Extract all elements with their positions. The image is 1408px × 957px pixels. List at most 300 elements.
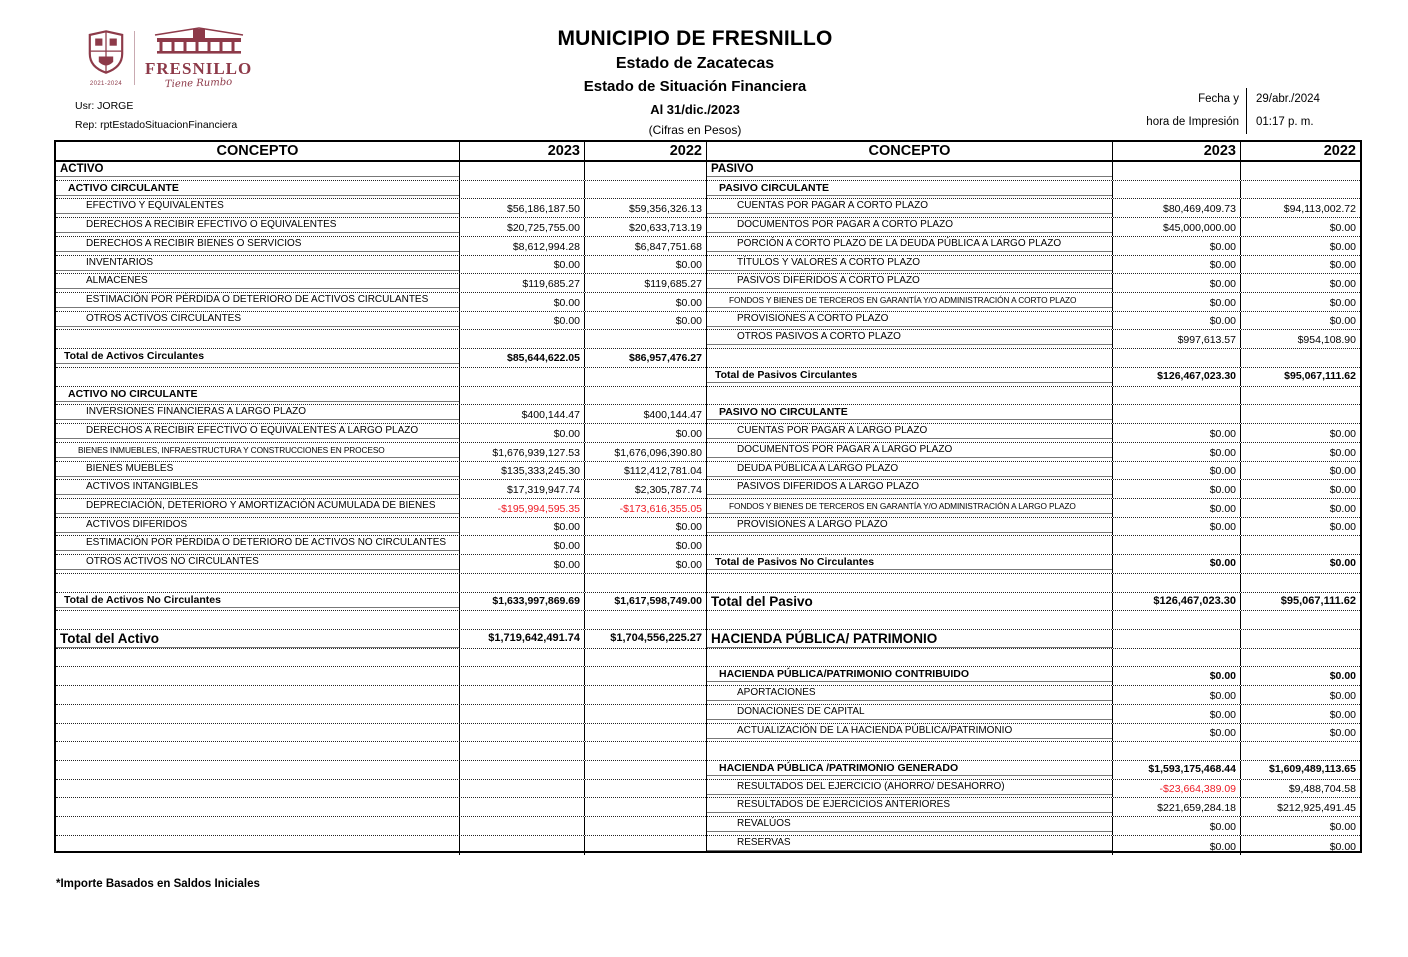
concept-cell — [56, 724, 459, 742]
value-2022-cell — [584, 162, 706, 180]
value-2023-cell — [459, 705, 584, 723]
value-2023-cell: $119,685.27 — [459, 274, 584, 292]
value-2022-cell: $954,108.90 — [1240, 330, 1360, 348]
table-row — [56, 162, 706, 181]
year-2023-column-header: 2023 — [459, 142, 584, 160]
value-2023-cell: $0.00 — [1112, 836, 1240, 855]
table-row — [56, 611, 706, 630]
table-row — [56, 742, 706, 761]
table-row — [56, 405, 706, 424]
table-row — [707, 293, 1360, 312]
value-2023-cell: $0.00 — [459, 256, 584, 274]
value-2022-cell: $0.00 — [584, 312, 706, 330]
concept-cell — [707, 611, 1112, 629]
concept-cell: REVALÚOS — [707, 817, 1112, 835]
table-row — [707, 686, 1360, 705]
concept-cell — [56, 574, 459, 592]
table-row — [56, 518, 706, 537]
value-2022-cell — [584, 780, 706, 798]
value-2022-cell: $112,412,781.04 — [584, 462, 706, 480]
value-2023-cell — [459, 798, 584, 816]
table-row — [56, 705, 706, 724]
table-row — [56, 780, 706, 799]
logo-wordmark: FRESNILLO — [145, 59, 253, 78]
table-row — [56, 312, 706, 331]
value-2023-cell: $126,467,023.30 — [1112, 593, 1240, 611]
concept-cell: DERECHOS A RECIBIR BIENES O SERVICIOS — [56, 237, 459, 255]
table-row — [707, 817, 1360, 836]
concept-cell: ACTIVO CIRCULANTE — [56, 181, 459, 199]
table-row — [707, 780, 1360, 799]
value-2023-cell — [459, 724, 584, 742]
table-row — [56, 686, 706, 705]
balance-sheet-table — [54, 140, 1362, 853]
value-2023-cell: $0.00 — [1112, 518, 1240, 536]
value-2023-cell — [1112, 405, 1240, 423]
value-2023-cell: $0.00 — [1112, 499, 1240, 517]
value-2022-cell: $59,356,326.13 — [584, 199, 706, 217]
concept-cell: CUENTAS POR PAGAR A CORTO PLAZO — [707, 199, 1112, 217]
year-2023-column-header: 2023 — [1112, 142, 1240, 160]
concept-cell: ACTIVO — [56, 162, 459, 180]
table-row — [707, 424, 1360, 443]
concept-cell — [56, 780, 459, 798]
table-row — [56, 256, 706, 275]
value-2023-cell — [1112, 611, 1240, 629]
table-row — [56, 199, 706, 218]
concept-cell — [56, 649, 459, 667]
table-row — [707, 611, 1360, 630]
value-2022-cell: $0.00 — [1240, 237, 1360, 255]
value-2022-cell: $0.00 — [1240, 667, 1360, 685]
table-row — [707, 256, 1360, 275]
value-2023-cell: $0.00 — [1112, 424, 1240, 442]
value-2023-cell — [459, 686, 584, 704]
value-2022-cell — [584, 705, 706, 723]
value-2022-cell: $0.00 — [584, 293, 706, 311]
table-row — [707, 630, 1360, 649]
concept-cell: TÍTULOS Y VALORES A CORTO PLAZO — [707, 256, 1112, 274]
value-2022-cell: $0.00 — [1240, 443, 1360, 461]
print-time: 01:17 p. m. — [1256, 116, 1314, 128]
table-row — [707, 368, 1360, 387]
concept-cell: ACTUALIZACIÓN DE LA HACIENDA PÚBLICA/PATRIMONIO — [707, 724, 1112, 742]
value-2022-cell — [584, 574, 706, 592]
value-2023-cell: $0.00 — [459, 424, 584, 442]
concept-cell: HACIENDA PÚBLICA/ PATRIMONIO — [707, 630, 1112, 648]
liabilities-table-header — [707, 142, 1360, 162]
table-row — [56, 181, 706, 200]
table-row — [707, 443, 1360, 462]
concept-cell: INVERSIONES FINANCIERAS A LARGO PLAZO — [56, 405, 459, 423]
value-2022-cell — [584, 649, 706, 667]
concept-cell: APORTACIONES — [707, 686, 1112, 704]
concept-cell: ESTIMACIÓN POR PÉRDIDA O DETERIORO DE ACTIVOS CIRCULANTES — [56, 293, 459, 311]
table-row — [56, 218, 706, 237]
value-2022-cell — [1240, 181, 1360, 199]
value-2023-cell: $0.00 — [459, 555, 584, 573]
value-2023-cell: $126,467,023.30 — [1112, 368, 1240, 386]
value-2023-cell — [459, 817, 584, 835]
table-row — [707, 536, 1360, 555]
value-2022-cell: $94,113,002.72 — [1240, 199, 1360, 217]
value-2022-cell: -$173,616,355.05 — [584, 499, 706, 517]
concept-cell: Total de Activos Circulantes — [56, 349, 459, 367]
value-2023-cell: $997,613.57 — [1112, 330, 1240, 348]
value-2023-cell: $400,144.47 — [459, 405, 584, 423]
user-line: Usr: JORGE — [75, 100, 134, 112]
value-2022-cell — [584, 611, 706, 629]
table-row — [707, 405, 1360, 424]
assets-table-header — [56, 142, 706, 162]
print-date: 29/abr./2024 — [1256, 93, 1320, 105]
concept-cell — [707, 742, 1112, 760]
table-row — [707, 312, 1360, 331]
table-row — [56, 761, 706, 780]
value-2022-cell: $0.00 — [1240, 499, 1360, 517]
value-2023-cell — [1112, 162, 1240, 180]
value-2023-cell: $0.00 — [1112, 443, 1240, 461]
concept-column-header: CONCEPTO — [868, 143, 951, 159]
value-2023-cell — [1112, 649, 1240, 667]
table-row — [56, 368, 706, 387]
table-row — [56, 293, 706, 312]
value-2023-cell: $0.00 — [459, 536, 584, 554]
concept-cell: DOCUMENTOS POR PAGAR A CORTO PLAZO — [707, 218, 1112, 236]
value-2023-cell: $0.00 — [1112, 312, 1240, 330]
table-row — [707, 387, 1360, 406]
value-2022-cell: $6,847,751.68 — [584, 237, 706, 255]
liabilities-table — [706, 142, 1360, 851]
value-2023-cell — [459, 368, 584, 386]
value-2022-cell — [584, 667, 706, 685]
value-2023-cell: $0.00 — [1112, 555, 1240, 573]
value-2022-cell — [1240, 649, 1360, 667]
value-2022-cell — [1240, 630, 1360, 648]
value-2023-cell: $0.00 — [1112, 293, 1240, 311]
table-row — [707, 667, 1360, 686]
concept-cell — [707, 536, 1112, 554]
table-row — [56, 536, 706, 555]
table-row — [707, 162, 1360, 181]
value-2022-cell: $212,925,491.45 — [1240, 798, 1360, 816]
municipal-shield-icon — [88, 29, 124, 80]
concept-cell: FONDOS Y BIENES DE TERCEROS EN GARANTÍA Y/O ADMINISTRACIÓN A LARGO PLAZO — [707, 499, 1112, 517]
concept-cell — [56, 761, 459, 779]
value-2022-cell: $0.00 — [1240, 256, 1360, 274]
concept-cell: DEPRECIACIÓN, DETERIORO Y AMORTIZACIÓN ACUMULADA DE BIENES — [56, 499, 459, 517]
value-2023-cell: $221,659,284.18 — [1112, 798, 1240, 816]
value-2022-cell: $0.00 — [584, 536, 706, 554]
year-2022-column-header: 2022 — [1240, 142, 1360, 160]
value-2023-cell — [459, 574, 584, 592]
table-row — [56, 330, 706, 349]
table-row — [56, 499, 706, 518]
concept-cell — [707, 649, 1112, 667]
value-2022-cell: $1,676,096,390.80 — [584, 443, 706, 461]
value-2023-cell: $85,644,622.05 — [459, 349, 584, 367]
table-row — [707, 555, 1360, 574]
logo-right — [145, 26, 252, 89]
value-2022-cell — [584, 742, 706, 760]
table-row — [707, 480, 1360, 499]
concept-cell — [56, 686, 459, 704]
value-2022-cell — [1240, 536, 1360, 554]
concept-cell: RESERVAS — [707, 836, 1112, 855]
value-2023-cell — [1112, 387, 1240, 405]
table-row — [707, 218, 1360, 237]
value-2023-cell: $135,333,245.30 — [459, 462, 584, 480]
value-2022-cell: $86,957,476.27 — [584, 349, 706, 367]
value-2022-cell: $0.00 — [584, 518, 706, 536]
table-row — [56, 649, 706, 668]
value-2023-cell — [1112, 574, 1240, 592]
value-2023-cell: $45,000,000.00 — [1112, 218, 1240, 236]
concept-cell: Total del Pasivo — [707, 593, 1112, 611]
value-2023-cell: $0.00 — [459, 293, 584, 311]
value-2022-cell: $1,617,598,749.00 — [584, 593, 706, 611]
concept-cell: Total de Pasivos No Circulantes — [707, 555, 1112, 573]
value-2022-cell: $1,704,556,225.27 — [584, 630, 706, 648]
print-date-labels — [1100, 88, 1246, 134]
page-title: MUNICIPIO DE FRESNILLO — [557, 27, 833, 50]
print-date-block — [1100, 88, 1368, 134]
table-row — [56, 817, 706, 836]
print-label-line2: hora de Impresión — [1146, 116, 1239, 128]
value-2022-cell: $0.00 — [1240, 312, 1360, 330]
value-2022-cell: $0.00 — [1240, 424, 1360, 442]
concept-cell: ESTIMACIÓN POR PÉRDIDA O DETERIORO DE ACTIVOS NO CIRCULANTES — [56, 536, 459, 554]
value-2022-cell — [584, 686, 706, 704]
value-2023-cell — [459, 667, 584, 685]
concept-cell: EFECTIVO Y EQUIVALENTES — [56, 199, 459, 217]
concept-cell: DERECHOS A RECIBIR EFECTIVO O EQUIVALENTES — [56, 218, 459, 236]
value-2022-cell — [1240, 574, 1360, 592]
concept-cell: OTROS ACTIVOS CIRCULANTES — [56, 312, 459, 330]
value-2023-cell — [459, 780, 584, 798]
value-2023-cell: $1,719,642,491.74 — [459, 630, 584, 648]
value-2023-cell — [1112, 536, 1240, 554]
concept-cell: PASIVO NO CIRCULANTE — [707, 405, 1112, 423]
value-2022-cell — [584, 724, 706, 742]
subtitle-units: (Cifras en Pesos) — [648, 123, 742, 137]
value-2022-cell — [584, 387, 706, 405]
print-date-values — [1246, 88, 1368, 134]
table-row — [56, 349, 706, 368]
footer-note: *Importe Basados en Saldos Iniciales — [56, 878, 260, 890]
concept-cell — [707, 387, 1112, 405]
value-2023-cell: $0.00 — [1112, 705, 1240, 723]
table-row — [56, 274, 706, 293]
table-row — [56, 462, 706, 481]
table-row — [56, 836, 706, 855]
table-row — [707, 705, 1360, 724]
value-2022-cell: $0.00 — [584, 424, 706, 442]
year-2022-column-header: 2022 — [584, 142, 706, 160]
value-2022-cell — [584, 798, 706, 816]
assets-table — [56, 142, 706, 851]
table-row — [707, 199, 1360, 218]
value-2022-cell — [1240, 405, 1360, 423]
value-2023-cell: $8,612,994.28 — [459, 237, 584, 255]
value-2022-cell: $0.00 — [1240, 724, 1360, 742]
concept-cell: BIENES INMUEBLES, INFRAESTRUCTURA Y CONSTRUCCIONES EN PROCESO — [56, 443, 459, 461]
table-row — [56, 667, 706, 686]
concept-cell — [56, 798, 459, 816]
concept-cell: DERECHOS A RECIBIR EFECTIVO O EQUIVALENTES A LARGO PLAZO — [56, 424, 459, 442]
concept-cell: HACIENDA PÚBLICA /PATRIMONIO GENERADO — [707, 761, 1112, 779]
concept-cell: RESULTADOS DEL EJERCICIO (AHORRO/ DESAHORRO) — [707, 780, 1112, 798]
concept-cell: ACTIVO NO CIRCULANTE — [56, 387, 459, 405]
logo-slogan: Tiene Rumbo — [164, 76, 233, 91]
value-2022-cell: $0.00 — [1240, 462, 1360, 480]
table-row — [56, 424, 706, 443]
value-2022-cell — [1240, 387, 1360, 405]
table-row — [707, 649, 1360, 668]
print-label-line1: Fecha y — [1198, 93, 1239, 105]
value-2022-cell: $0.00 — [1240, 686, 1360, 704]
value-2023-cell: $1,633,997,869.69 — [459, 593, 584, 611]
value-2022-cell: $95,067,111.62 — [1240, 593, 1360, 611]
value-2022-cell: $95,067,111.62 — [1240, 368, 1360, 386]
value-2023-cell — [459, 330, 584, 348]
concept-cell: HACIENDA PÚBLICA/PATRIMONIO CONTRIBUIDO — [707, 667, 1112, 685]
concept-cell — [56, 611, 459, 629]
value-2023-cell: $0.00 — [1112, 686, 1240, 704]
concept-cell: Total de Pasivos Circulantes — [707, 368, 1112, 386]
table-row — [707, 181, 1360, 200]
concept-cell — [56, 330, 459, 348]
table-row — [707, 742, 1360, 761]
subtitle-state: Estado de Zacatecas — [615, 55, 775, 72]
table-row — [707, 499, 1360, 518]
value-2022-cell: $0.00 — [1240, 817, 1360, 835]
table-row — [707, 798, 1360, 817]
concept-cell: OTROS PASIVOS A CORTO PLAZO — [707, 330, 1112, 348]
table-row — [56, 237, 706, 256]
subtitle-report: Estado de Situación Financiera — [583, 78, 807, 95]
assets-rows — [56, 162, 706, 855]
table-row — [56, 724, 706, 743]
value-2022-cell — [584, 330, 706, 348]
table-row — [56, 630, 706, 649]
value-2023-cell — [459, 649, 584, 667]
concept-cell: BIENES MUEBLES — [56, 462, 459, 480]
value-2022-cell: $119,685.27 — [584, 274, 706, 292]
value-2023-cell — [459, 162, 584, 180]
concept-cell: OTROS ACTIVOS NO CIRCULANTES — [56, 555, 459, 573]
concept-cell: DEUDA PÚBLICA A LARGO PLAZO — [707, 462, 1112, 480]
value-2023-cell: $1,593,175,468.44 — [1112, 761, 1240, 779]
value-2023-cell — [459, 181, 584, 199]
value-2023-cell: $0.00 — [459, 518, 584, 536]
value-2023-cell: $0.00 — [1112, 480, 1240, 498]
value-2022-cell — [1240, 611, 1360, 629]
municipal-logo — [88, 26, 252, 89]
value-2022-cell — [584, 836, 706, 855]
concept-cell — [56, 705, 459, 723]
value-2023-cell: -$23,664,389.09 — [1112, 780, 1240, 798]
logo-divider — [134, 31, 135, 85]
concept-cell: PASIVOS DIFERIDOS A CORTO PLAZO — [707, 274, 1112, 292]
value-2022-cell: $0.00 — [1240, 480, 1360, 498]
concept-cell — [707, 349, 1112, 367]
report-line: Rep: rptEstadoSituacionFinanciera — [75, 119, 238, 131]
table-row — [707, 761, 1360, 780]
concept-cell — [56, 667, 459, 685]
table-row — [707, 330, 1360, 349]
concept-cell: PORCIÓN A CORTO PLAZO DE LA DEUDA PÚBLICA A LARGO PLAZO — [707, 237, 1112, 255]
value-2023-cell — [1112, 630, 1240, 648]
value-2022-cell: $0.00 — [584, 555, 706, 573]
table-row — [707, 574, 1360, 593]
concept-cell: PASIVOS DIFERIDOS A LARGO PLAZO — [707, 480, 1112, 498]
concept-cell — [56, 817, 459, 835]
table-row — [707, 274, 1360, 293]
concept-cell: PROVISIONES A LARGO PLAZO — [707, 518, 1112, 536]
value-2023-cell: -$195,994,595.35 — [459, 499, 584, 517]
value-2023-cell — [459, 836, 584, 855]
value-2022-cell: $0.00 — [1240, 293, 1360, 311]
value-2023-cell: $20,725,755.00 — [459, 218, 584, 236]
value-2023-cell: $80,469,409.73 — [1112, 199, 1240, 217]
value-2023-cell: $17,319,947.74 — [459, 480, 584, 498]
concept-cell: ACTIVOS DIFERIDOS — [56, 518, 459, 536]
table-row — [707, 349, 1360, 368]
concept-cell: Total del Activo — [56, 630, 459, 648]
value-2023-cell — [459, 761, 584, 779]
concept-cell: PASIVO — [707, 162, 1112, 180]
value-2023-cell — [459, 742, 584, 760]
shield-wrap — [88, 29, 124, 87]
value-2023-cell — [459, 611, 584, 629]
concept-cell — [56, 368, 459, 386]
value-2022-cell: $1,609,489,113.65 — [1240, 761, 1360, 779]
value-2023-cell — [1112, 742, 1240, 760]
value-2023-cell: $0.00 — [1112, 724, 1240, 742]
palace-icon — [151, 26, 247, 58]
concept-cell: ALMACENES — [56, 274, 459, 292]
value-2023-cell: $56,186,187.50 — [459, 199, 584, 217]
value-2023-cell: $0.00 — [1112, 274, 1240, 292]
concept-cell: PASIVO CIRCULANTE — [707, 181, 1112, 199]
value-2022-cell — [584, 368, 706, 386]
value-2022-cell: $400,144.47 — [584, 405, 706, 423]
value-2022-cell: $0.00 — [1240, 836, 1360, 855]
value-2023-cell: $0.00 — [1112, 256, 1240, 274]
table-row — [707, 724, 1360, 743]
value-2023-cell — [459, 387, 584, 405]
table-row — [56, 574, 706, 593]
table-row — [56, 387, 706, 406]
concept-column-header: CONCEPTO — [216, 143, 299, 159]
table-row — [707, 518, 1360, 537]
value-2023-cell: $0.00 — [1112, 667, 1240, 685]
value-2022-cell: $0.00 — [1240, 218, 1360, 236]
table-row — [707, 836, 1360, 855]
value-2023-cell: $0.00 — [459, 312, 584, 330]
concept-cell — [56, 836, 459, 855]
liabilities-rows — [707, 162, 1360, 855]
value-2022-cell — [1240, 162, 1360, 180]
concept-cell: CUENTAS POR PAGAR A LARGO PLAZO — [707, 424, 1112, 442]
concept-cell: RESULTADOS DE EJERCICIOS ANTERIORES — [707, 798, 1112, 816]
value-2023-cell: $0.00 — [1112, 462, 1240, 480]
value-2023-cell: $1,676,939,127.53 — [459, 443, 584, 461]
table-row — [56, 480, 706, 499]
logo-term: 2021-2024 — [89, 80, 123, 87]
concept-cell: DOCUMENTOS POR PAGAR A LARGO PLAZO — [707, 443, 1112, 461]
